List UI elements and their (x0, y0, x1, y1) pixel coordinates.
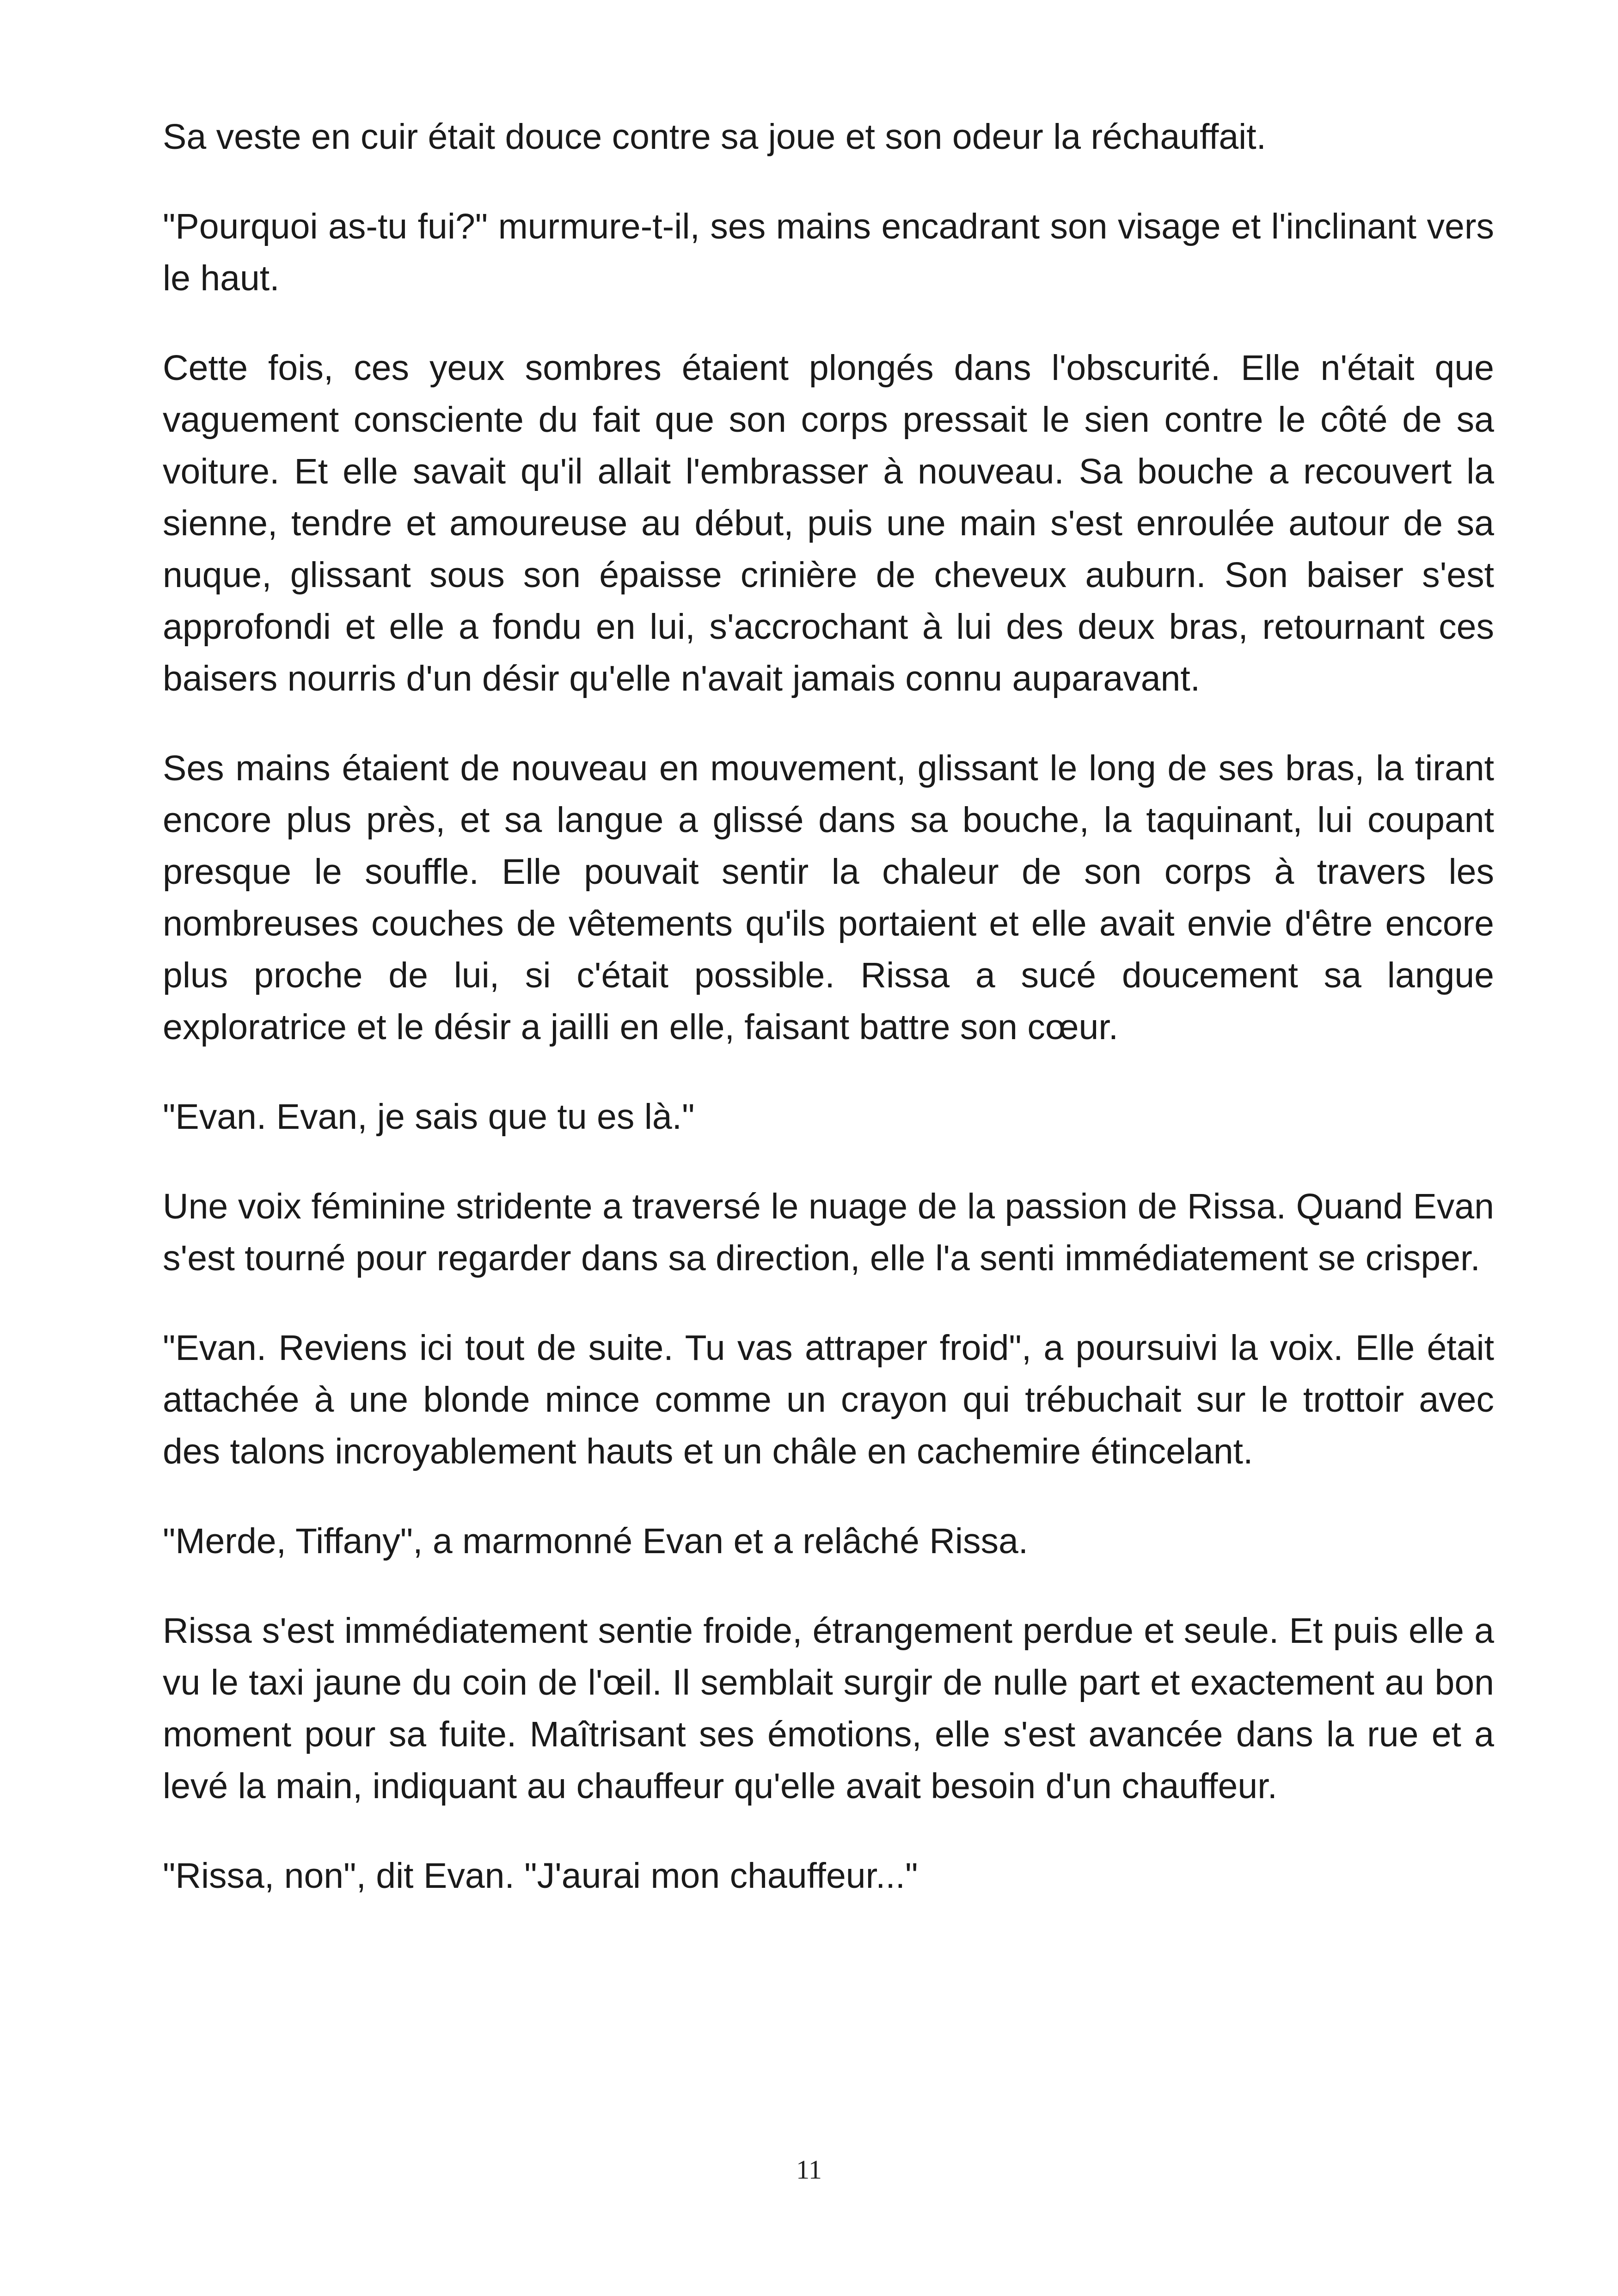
paragraph: Une voix féminine stridente a traversé le nuage de la passion de Rissa. Quand Evan s'est tourné pour regarder dans sa direction, elle l'a senti immédiatement se crisper. (163, 1187, 1494, 1278)
paragraph: "Evan. Evan, je sais que tu es là." (163, 1097, 695, 1137)
paragraph: "Evan. Reviens ici tout de suite. Tu vas attraper froid", a poursuivi la voix. Elle était attachée à une blonde mince comme un crayon qui trébuchait sur le trottoir avec des talons incroyablement hauts et un châle en cachemire étincelant. (163, 1328, 1494, 1471)
paragraph: Ses mains étaient de nouveau en mouvement, glissant le long de ses bras, la tirant encore plus près, et sa langue a glissé dans sa bouche, la taquinant, lui coupant presque le souffle. Elle pouvait sentir la chaleur de son corps à travers les nombreuses couches de vêtements qu'ils portaient et elle avait envie d'être encore plus proche de lui, si c'était possible. Rissa a sucé doucement sa langue exploratrice et le désir a jailli en elle, faisant battre son cœur. (163, 748, 1494, 1047)
body-text (163, 111, 1494, 1940)
paragraph: "Rissa, non", dit Evan. "J'aurai mon chauffeur..." (163, 1856, 918, 1896)
paragraph: Cette fois, ces yeux sombres étaient plongés dans l'obscurité. Elle n'était que vaguement consciente du fait que son corps pressait le sien contre le côté de sa voiture. Et elle savait qu'il allait l'embrasser à nouveau. Sa bouche a recouvert la sienne, tendre et amoureuse au début, puis une main s'est enroulée autour de sa nuque, glissant sous son épaisse crinière de cheveux auburn. Son baiser s'est approfondi et elle a fondu en lui, s'accrochant à lui des deux bras, retournant ces baisers nourris d'un désir qu'elle n'avait jamais connu auparavant. (163, 348, 1494, 698)
paragraph: "Merde, Tiffany", a marmonné Evan et a relâché Rissa. (163, 1521, 1029, 1561)
page-number: 11 (796, 2155, 822, 2185)
paragraph: Sa veste en cuir était douce contre sa joue et son odeur la réchauffait. (163, 117, 1267, 157)
paragraph: Rissa s'est immédiatement sentie froide, étrangement perdue et seule. Et puis elle a vu le taxi jaune du coin de l'œil. Il semblait surgir de nulle part et exactement au bon moment pour sa fuite. Maîtrisant ses émotions, elle s'est avancée dans la rue et a levé la main, indiquant au chauffeur qu'elle avait besoin d'un chauffeur. (163, 1611, 1494, 1806)
paragraph: "Pourquoi as-tu fui?" murmure-t-il, ses mains encadrant son visage et l'inclinant vers le haut. (163, 207, 1494, 298)
